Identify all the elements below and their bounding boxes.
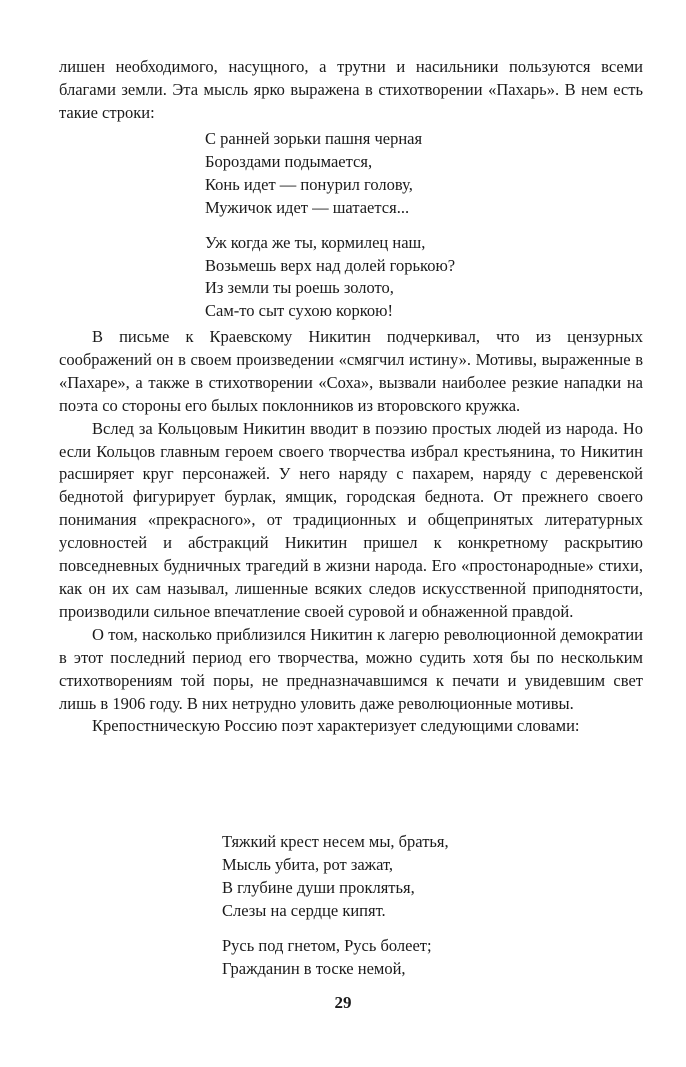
verse-line: С ранней зорьки пашня черная	[205, 129, 423, 148]
stanza	[222, 831, 449, 923]
verse-line: Мысль убита, рот зажат,	[222, 854, 394, 874]
verse-line: Уж когда же ты, кормилец наш,	[205, 232, 426, 252]
verse-line: Сам-то сыт сухою коркою!	[205, 301, 393, 321]
paragraph-text: О том, насколько приблизился Никитин к лагерю революционной демократии в этот последний период его творчества, можно судить хотя бы по нескольким стихотворениям той поры, не предназначавшимся к печати и увидевшим свет лишь в 1906 году. В них нетрудно уловить даже революционные мотивы.	[59, 624, 643, 713]
verse-line: В глубине души проклятья,	[222, 877, 415, 897]
stanza	[222, 935, 449, 981]
verse-line: Русь под гнетом, Русь болеет;	[222, 935, 432, 955]
paragraph-text: Крепостническую Россию поэт характеризует следующими словами:	[92, 716, 580, 736]
verse-line: Гражданин в тоске немой,	[222, 958, 406, 978]
verse-line: Мужичок идет — шатается...	[205, 197, 410, 217]
page-number: 29	[334, 993, 352, 1012]
poem-quote-russia	[222, 831, 449, 980]
poem-quote-pakhar	[205, 128, 455, 323]
main-text	[59, 326, 643, 738]
verse-line: Слезы на сердце кипят.	[222, 900, 386, 920]
verse-line: Конь идет — понурил голову,	[205, 174, 413, 194]
intro-paragraph	[59, 56, 643, 125]
verse-line: Из земли ты роешь золото,	[205, 278, 394, 298]
paragraph-text: В письме к Краевскому Никитин подчеркивал, что из цензурных соображений он в своем произведении «смягчил истину». Мотивы, выраженные в «Пахаре», а также в стихотворении «Соха», вызвали наиболее резкие нападки на поэта со стороны его былых поклонников из второвского кружка.	[59, 327, 643, 415]
paragraph-text: лишен необходимого, насущного, а трутни и насильники пользуются всеми благами земли. Эта мысль ярко выражена в стихотворении «Пахарь». В нем есть такие строки:	[59, 57, 643, 122]
paragraph-text: Вслед за Кольцовым Никитин вводит в поэзию простых людей из народа. Но если Кольцов главным героем своего творчества избрал крестьянина, то Никитин расширяет круг персонажей. У него наряду с пахарем, наряду с деревенской беднотой фигурирует бурлак, ямщик, городская беднота. От прежнего своего понимания «прекрасного», от традиционных и общепринятых литературных условностей и абстракций Никитин пришел к конкретному раскрытию повседневных будничных трагедий в жизни народа. Его «простонародные» стихи, как он их сам называл, лишенные всяких следов искусственной приподнятости, производили сильное впечатление своей суровой и обнаженной правдой.	[59, 418, 643, 621]
verse-line: Возьмешь верх над долей горькою?	[205, 255, 456, 275]
verse-line: Тяжкий крест несем мы, братья,	[222, 832, 449, 851]
stanza	[205, 128, 455, 220]
stanza	[205, 232, 455, 324]
verse-line: Бороздами подымается,	[205, 151, 373, 171]
